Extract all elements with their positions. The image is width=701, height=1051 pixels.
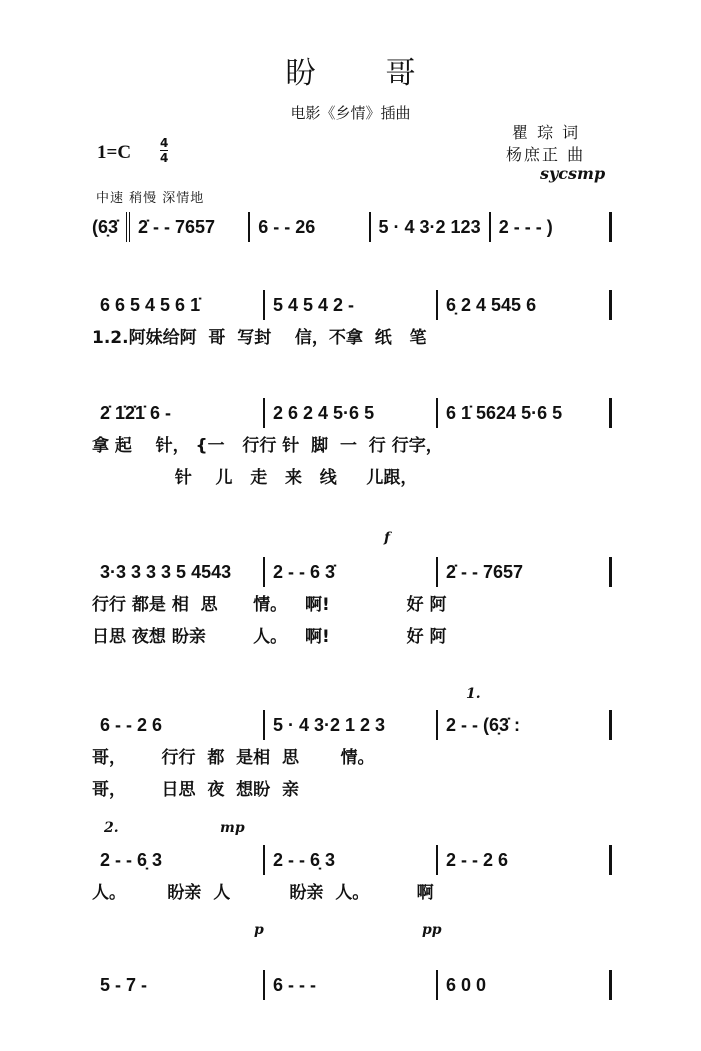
- lyric-line: 哥， 日思 夜 想盼 亲: [92, 780, 300, 800]
- score-system: [92, 557, 612, 651]
- subtitle: 电影《乡情》插曲: [290, 104, 411, 122]
- measure: 2 6 2 4 5·6 5: [265, 398, 438, 428]
- time-signature: [160, 136, 168, 165]
- lyric-line: 拿 起 针， {一 行行 针 脚 一 行 行字，: [92, 436, 443, 456]
- lyricist: 瞿 琮 词: [512, 123, 581, 142]
- dynamic-p: p: [254, 922, 264, 938]
- score-system: [92, 212, 612, 242]
- measure: 2 - - (6̣3̇ :: [438, 710, 612, 740]
- measure: 6 1̇ 5624 5·6 5: [438, 398, 612, 428]
- score-system: [92, 398, 612, 492]
- notes-row: [92, 710, 612, 740]
- notes-row: [92, 290, 612, 320]
- measure: 6 - - -: [265, 970, 438, 1000]
- measure: 5 - 7 -: [92, 970, 265, 1000]
- notes-row: [92, 845, 612, 875]
- key-signature: 1=C: [97, 142, 132, 163]
- measure: 2 - - 6 3̇: [265, 557, 438, 587]
- song-title: 盼哥: [285, 56, 486, 91]
- measure: 6 6 5 4 5 6 1̇: [92, 290, 265, 320]
- notes-row: [92, 970, 612, 1000]
- score-system: [92, 845, 612, 907]
- measure: 2̇ - - 7657: [130, 212, 250, 242]
- measure: 6̣ 2 4 545 6: [438, 290, 612, 320]
- measure: 5 4 5 4 2 -: [265, 290, 438, 320]
- measure: 2̇ 1̇2̇1̇ 6 -: [92, 398, 265, 428]
- dynamic-mp: mp: [220, 820, 245, 836]
- measure: 6 0 0: [438, 970, 612, 1000]
- composer: 杨庶正 曲: [506, 145, 586, 164]
- measure: 2 - - 2 6: [438, 845, 612, 875]
- lyric-line: 哥， 行行 都 是相 思 情。: [92, 748, 375, 768]
- notes-row: [92, 557, 612, 587]
- tempo-marking: 中速 稍慢 深情地: [96, 191, 205, 206]
- lyric-line: 针 儿 走 来 线 儿跟，: [92, 468, 418, 488]
- measure: (6̣3̇: [92, 212, 130, 242]
- lyric-line: 日思 夜想 盼亲 人。 啊! 好 阿: [92, 627, 447, 647]
- time-top: 4: [160, 136, 169, 150]
- lyric-line: 1.2.阿妹给阿 哥 写封 信，不拿 纸 笔: [92, 328, 427, 348]
- notes-row: [92, 212, 612, 242]
- measure: 6 - - 2 6: [92, 710, 265, 740]
- lyric-line: 人。 盼亲 人 盼亲 人。 啊: [92, 883, 434, 903]
- score-system: [92, 290, 612, 352]
- score-system: [92, 710, 612, 804]
- dynamic-f: f: [384, 530, 391, 546]
- lyric-line: 行行 都是 相 思 情。 啊! 好 阿: [92, 595, 447, 615]
- notes-row: [92, 398, 612, 428]
- measure: 3·3 3 3 3 5 4543: [92, 557, 265, 587]
- time-bottom: 4: [160, 151, 169, 165]
- measure: 6 - - 26: [250, 212, 370, 242]
- measure: 2 - - 6̣ 3: [92, 845, 265, 875]
- signature: sycsmp: [540, 164, 606, 183]
- volta-1: 1.: [466, 686, 481, 702]
- score-system: [92, 970, 612, 1000]
- measure: 5 · 4 3·2 123: [371, 212, 491, 242]
- measure: 2 - - - ): [491, 212, 612, 242]
- measure: 2 - - 6̣ 3: [265, 845, 438, 875]
- measure: 2̇ - - 7657: [438, 557, 612, 587]
- measure: 5 · 4 3·2 1 2 3: [265, 710, 438, 740]
- volta-2: 2.: [104, 820, 119, 836]
- dynamic-pp: pp: [422, 922, 442, 938]
